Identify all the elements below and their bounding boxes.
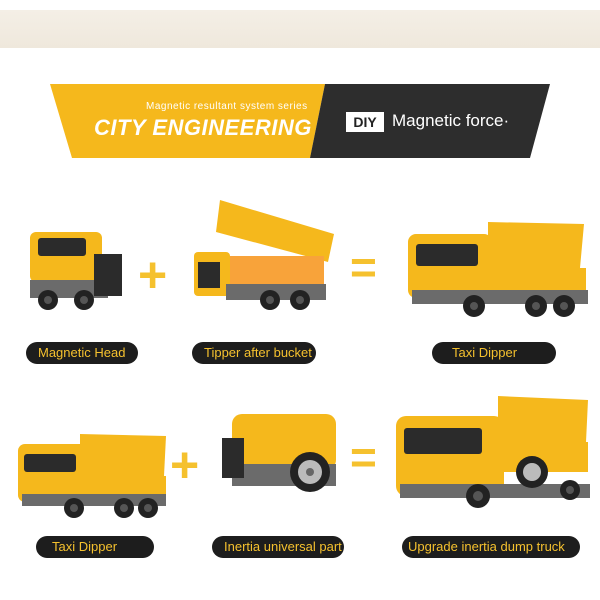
equals-sign-1: = (350, 241, 377, 293)
tipper-bucket-image (186, 196, 338, 318)
banner-title: CITY ENGINEERING (94, 115, 312, 140)
inertia-part-image (218, 410, 340, 496)
top-background-strip (0, 10, 600, 48)
label-taxi-dipper-1: Taxi Dipper (432, 342, 556, 364)
label-inertia-part: Inertia universal part (212, 536, 344, 558)
banner-tagline: Magnetic force· (392, 111, 510, 130)
magnetic-head-image (24, 224, 134, 314)
taxi-dipper-image-1 (404, 212, 590, 324)
label-tipper-bucket: Tipper after bucket (192, 342, 316, 364)
label-upgraded-dump-truck: Upgrade inertia dump truck (402, 536, 580, 558)
equals-sign-2: = (350, 431, 377, 483)
plus-sign-2: + (170, 437, 200, 493)
label-magnetic-head: Magnetic Head (26, 342, 138, 364)
plus-sign-1: + (138, 247, 168, 303)
diy-badge: DIY (346, 112, 384, 132)
banner-subtitle: Magnetic resultant system series (146, 101, 308, 112)
label-taxi-dipper-2: Taxi Dipper (36, 536, 154, 558)
product-banner (50, 84, 550, 158)
taxi-dipper-image-2 (16, 426, 172, 528)
upgraded-dump-truck-image (394, 392, 594, 516)
